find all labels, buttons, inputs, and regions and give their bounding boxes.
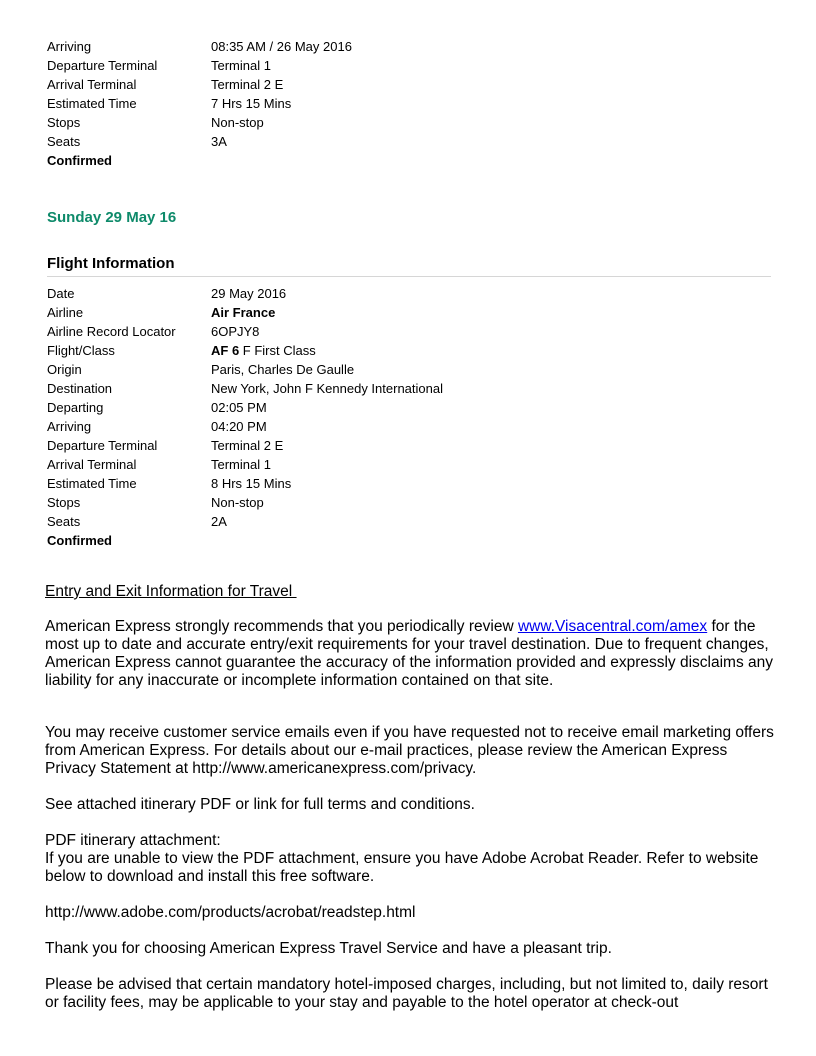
flight-record-locator-row [47,322,771,341]
prev-flight-status: Confirmed [47,153,112,168]
prev-arriving-label: Arriving [47,39,92,54]
flight-stops-row [47,493,771,512]
prev-seats-row [47,132,771,151]
flight-information-heading: Flight Information [47,254,771,277]
flight-destination-row [47,379,771,398]
flight-date-row [47,284,771,303]
flight-airline-value: Air France [211,305,276,320]
prev-stops-value: Non-stop [211,115,264,130]
flight-class-row [47,341,771,360]
flight-arrival-terminal-row [47,455,771,474]
prev-departure-terminal-value: Terminal 1 [211,58,271,73]
flight-destination-label: Destination [47,381,113,396]
prev-arriving-value: 08:35 AM / 26 May 2016 [211,39,352,54]
pdf-attachment-heading: PDF itinerary attachment: [45,832,221,849]
flight-stops-label: Stops [47,495,81,510]
prev-seats-label: Seats [47,134,81,149]
flight-origin-value: Paris, Charles De Gaulle [211,362,355,377]
flight-arriving-label: Arriving [47,419,92,434]
flight-estimated-time-label: Estimated Time [47,476,137,491]
flight-seats-label: Seats [47,514,81,529]
prev-stops-label: Stops [47,115,81,130]
flight-departing-value: 02:05 PM [211,400,267,415]
prev-seats-value: 3A [211,134,227,149]
pdf-attachment-paragraph: If you are unable to view the PDF attachment, ensure you have Adobe Acrobat Reader. Refer to website below to download and install this free software. [45,850,759,885]
flight-departure-terminal-value: Terminal 2 E [211,438,284,453]
flight-arrival-terminal-value: Terminal 1 [211,457,271,472]
flight-departure-terminal-row [47,436,771,455]
flight-departing-row [47,398,771,417]
flight-record-locator-value: 6OPJY8 [211,324,260,339]
flight-seats-value: 2A [211,514,227,529]
entry-exit-text-after-link: for the most up to date and accurate entry/exit requirements for your travel destination. Due to frequent changes, American Express cannot guarantee the accuracy of the information provided and expressly disclaims any liability for any inaccurate or incomplete information contained on that site. [45,618,774,689]
flight-class-label: Flight/Class [47,343,115,358]
flight-origin-label: Origin [47,362,82,377]
prev-departure-terminal-label: Departure Terminal [47,58,158,73]
flight-departure-terminal-label: Departure Terminal [47,438,158,453]
flight-estimated-time-value: 8 Hrs 15 Mins [211,476,292,491]
flight-airline-row [47,303,771,322]
prev-arrival-terminal-row [47,75,771,94]
entry-exit-title: Entry and Exit Information for Travel [45,583,297,600]
flight-seats-row [47,512,771,531]
prev-arrival-terminal-label: Arrival Terminal [47,77,137,92]
flight-status: Confirmed [47,533,112,548]
flight-departing-label: Departing [47,400,104,415]
thank-you-paragraph: Thank you for choosing American Express Travel Service and have a pleasant trip. [45,940,612,957]
flight-stops-value: Non-stop [211,495,264,510]
prev-estimated-time-row [47,94,771,113]
prev-arriving-row [47,37,771,56]
flight-origin-row [47,360,771,379]
entry-exit-text-before-link: American Express strongly recommends that you periodically review [45,618,518,635]
flight-estimated-time-row [47,474,771,493]
adobe-url: http://www.adobe.com/products/acrobat/readstep.html [45,904,416,921]
prev-arrival-terminal-value: Terminal 2 E [211,77,284,92]
flight-date-value: 29 May 2016 [211,286,287,301]
entry-exit-paragraph [45,618,775,690]
flight-date-label: Date [47,286,75,301]
flight-number: AF 6 [211,343,240,358]
hotel-charges-paragraph: Please be advised that certain mandatory hotel-imposed charges, including, but not limited to, daily resort or facility fees, may be applicable to your stay and payable to the hotel operator at check-out [45,976,768,1011]
flight-destination-value: New York, John F Kennedy International [211,381,443,396]
prev-estimated-time-value: 7 Hrs 15 Mins [211,96,292,111]
prev-stops-row [47,113,771,132]
flight-arriving-row [47,417,771,436]
prev-departure-terminal-row [47,56,771,75]
flight-cabin-class: F First Class [239,343,316,358]
prev-estimated-time-label: Estimated Time [47,96,137,111]
see-attached-paragraph: See attached itinerary PDF or link for full terms and conditions. [45,796,475,813]
flight-record-locator-label: Airline Record Locator [47,324,176,339]
flight-arriving-value: 04:20 PM [211,419,267,434]
flight-arrival-terminal-label: Arrival Terminal [47,457,137,472]
flight-airline-label: Airline [47,305,84,320]
flight-class-value [211,341,316,360]
visacentral-link[interactable]: www.Visacentral.com/amex [517,618,708,635]
day-heading: Sunday 29 May 16 [47,209,177,226]
email-notice-paragraph: You may receive customer service emails even if you have requested not to receive email marketing offers from American Express. For details about our e-mail practices, please review the American Express Privacy Statement at http://www.americanexpress.com/privacy. [45,724,774,777]
